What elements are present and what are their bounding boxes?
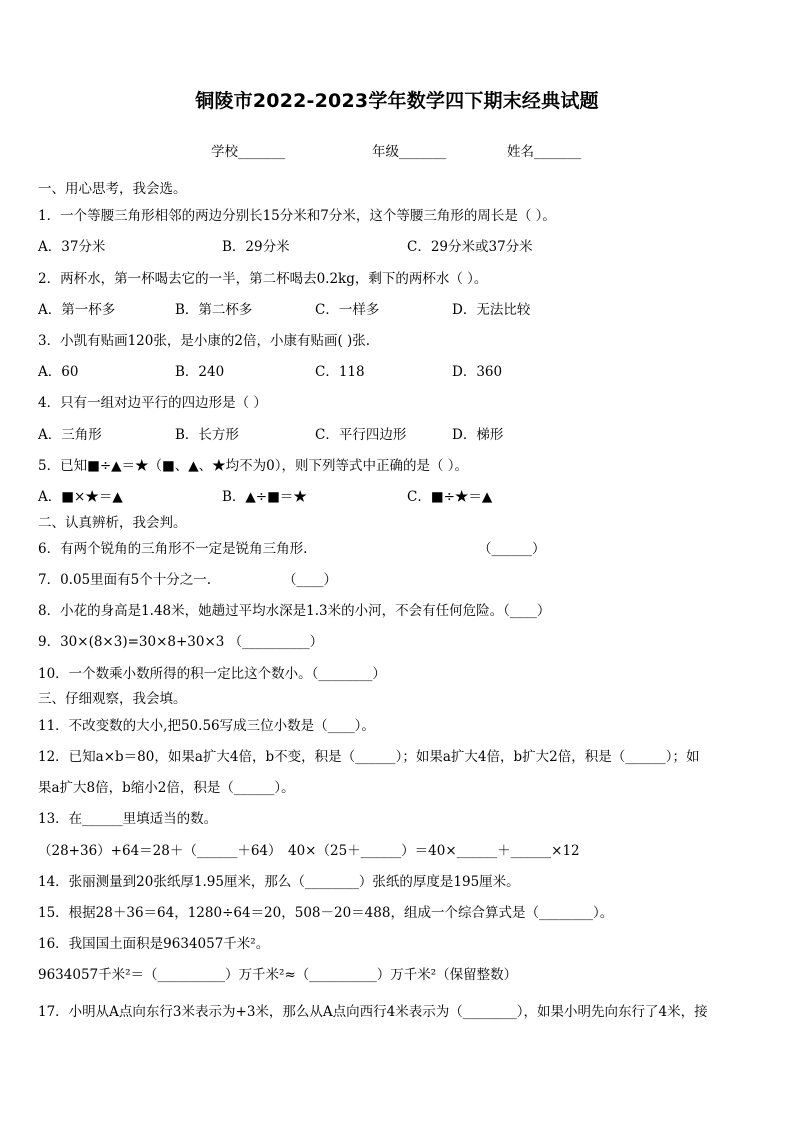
q3-option-c: C．118: [315, 364, 365, 380]
question-11: 11．不改变数的大小,把50.56写成三位小数是（____）。: [38, 718, 375, 734]
q4-option-a: A．三角形: [38, 427, 102, 443]
section-heading-1: 一、用心思考，我会选。: [38, 181, 187, 197]
q13-equation-1: （28+36）+64＝28＋（______＋64）: [38, 843, 282, 859]
question-17: 17．小明从A点向东行3米表示为+3米，那么从A点向西行4米表示为（________），如果小明先向东行了4米，接: [38, 1004, 708, 1020]
question-6: 6．有两个锐角的三角形不一定是锐角三角形.: [38, 541, 308, 557]
q3-option-d: D．360: [452, 364, 503, 380]
page-title: 铜陵市2022-2023学年数学四下期末经典试题: [195, 90, 599, 112]
name-field: 姓名_______: [507, 144, 582, 160]
section-heading-2: 二、认真辨析，我会判。: [38, 515, 187, 531]
q4-option-c: C．平行四边形: [315, 427, 407, 443]
question-13: 13．在______里填适当的数。: [38, 811, 218, 827]
question-1: 1．一个等腰三角形相邻的两边分别长15分米和7分米，这个等腰三角形的周长是（ ）。: [38, 208, 556, 224]
grade-field: 年级_______: [372, 144, 447, 160]
question-14: 14．张丽测量到20张纸厚1.95厘米，那么（________）张纸的厚度是195厘米。: [38, 874, 520, 890]
q3-option-a: A．60: [38, 364, 79, 380]
q1-option-a: A．37分米: [38, 239, 106, 255]
question-16: 16．我国国土面积是9634057千米²。: [38, 936, 270, 952]
question-5: 5．已知■÷▲＝★（■、▲、★均不为0），则下列等式中正确的是（ ）。: [38, 458, 469, 474]
q5-option-b: B．▲÷■＝★: [222, 489, 307, 505]
question-4: 4．只有一组对边平行的四边形是（ ）: [38, 395, 267, 411]
question-8: 8．小花的身高是1.48米，她趟过平均水深是1.3米的小河，不会有任何危险。（____）: [38, 603, 551, 619]
question-12-line-1: 12．已知a×b＝80，如果a扩大4倍，b不变，积是（______）；如果a扩大4倍，b扩大2倍，积是（______）；如: [38, 749, 700, 765]
q16-equation: 9634057千米²＝（__________）万千米²≈（__________）万千米²（保留整数）: [38, 967, 518, 983]
q2-option-b: B．第二杯多: [175, 302, 253, 318]
question-10: 10．一个数乘小数所得的积一定比这个数小。（________）: [38, 666, 386, 682]
q7-answer-blank: （____）: [283, 572, 337, 588]
question-2: 2．两杯水，第一杯喝去它的一半，第二杯喝去0.2kg，剩下的两杯水（ ）。: [38, 271, 488, 287]
q2-option-c: C．一样多: [315, 302, 380, 318]
q5-option-c: C．■÷★＝▲: [407, 489, 493, 505]
q6-answer-blank: （______）: [478, 541, 546, 557]
school-field: 学校_______: [211, 144, 286, 160]
section-heading-3: 三、仔细观察，我会填。: [38, 691, 187, 707]
q3-option-b: B．240: [175, 364, 225, 380]
q13-equation-2: 40×（25＋______）＝40×______＋______×12: [288, 843, 580, 859]
question-9: 9．30×(8×3)=30×8+30×3 （__________）: [38, 634, 324, 650]
question-3: 3．小凯有贴画120张，是小康的2倍，小康有贴画( )张.: [38, 333, 371, 349]
q4-option-b: B．长方形: [175, 427, 239, 443]
q1-option-c: C．29分米或37分米: [407, 239, 533, 255]
q2-option-d: D．无法比较: [452, 302, 531, 318]
q4-option-d: D．梯形: [452, 427, 504, 443]
question-7: 7．0.05里面有5个十分之一.: [38, 572, 212, 588]
question-15: 15．根据28＋36＝64，1280÷64＝20，508－20＝488，组成一个综合算式是（________）。: [38, 905, 614, 921]
q5-option-a: A．■×★＝▲: [38, 489, 123, 505]
question-12-line-2: 果a扩大8倍，b缩小2倍，积是（______）。: [38, 780, 295, 796]
q2-option-a: A．第一杯多: [38, 302, 116, 318]
q1-option-b: B．29分米: [222, 239, 290, 255]
